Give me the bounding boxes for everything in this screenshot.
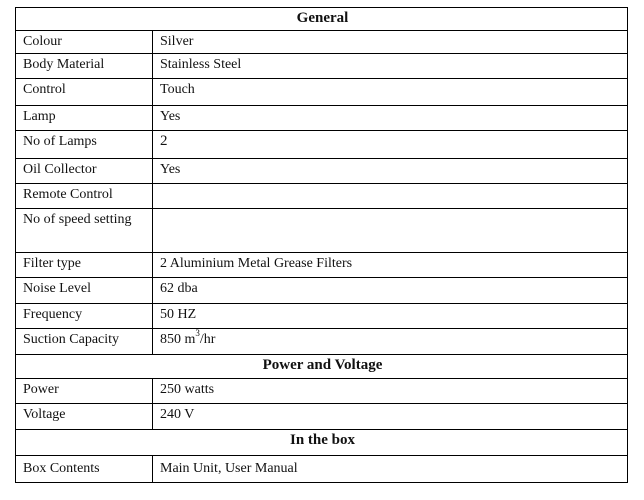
table-row <box>16 159 628 184</box>
table-row <box>16 329 628 355</box>
table-row <box>16 278 628 304</box>
section-title: General <box>16 8 628 31</box>
table-row <box>16 106 628 131</box>
table-row <box>16 184 628 209</box>
row-value <box>153 209 628 253</box>
row-label: Voltage <box>16 404 153 430</box>
row-label: Remote Control <box>16 184 153 209</box>
row-label: Colour <box>16 31 153 54</box>
table-row <box>16 31 628 54</box>
row-label: Frequency <box>16 304 153 329</box>
table-row <box>16 404 628 430</box>
table-row <box>16 79 628 106</box>
suction-exponent: 3 <box>195 328 200 339</box>
row-value: Main Unit, User Manual <box>153 456 628 483</box>
suction-unit: /hr <box>199 332 216 347</box>
table-row <box>16 456 628 483</box>
table-row <box>16 379 628 404</box>
section-header-power <box>16 355 628 379</box>
row-label: Filter type <box>16 253 153 278</box>
row-value: Yes <box>153 159 628 184</box>
table-row <box>16 131 628 159</box>
section-title: Power and Voltage <box>16 355 628 379</box>
section-header-box <box>16 430 628 456</box>
table-row <box>16 304 628 329</box>
row-value: Silver <box>153 31 628 54</box>
row-label: Lamp <box>16 106 153 131</box>
row-value: Stainless Steel <box>153 54 628 79</box>
row-value: 2 <box>153 131 628 159</box>
row-label: Noise Level <box>16 278 153 304</box>
section-title: In the box <box>16 430 628 456</box>
row-label: Box Contents <box>16 456 153 483</box>
row-label: Suction Capacity <box>16 329 153 355</box>
row-label: Body Material <box>16 54 153 79</box>
specification-table <box>15 7 628 483</box>
row-value: 62 dba <box>153 278 628 304</box>
row-label: Power <box>16 379 153 404</box>
row-value: 50 HZ <box>153 304 628 329</box>
row-value: 240 V <box>153 404 628 430</box>
row-value: 250 watts <box>153 379 628 404</box>
row-value: Yes <box>153 106 628 131</box>
row-label: No of Lamps <box>16 131 153 159</box>
row-label: Control <box>16 79 153 106</box>
row-value <box>153 184 628 209</box>
row-value: 2 Aluminium Metal Grease Filters <box>153 253 628 278</box>
row-label: No of speed setting <box>16 209 153 253</box>
table-row <box>16 54 628 79</box>
row-value <box>153 329 628 355</box>
row-value: Touch <box>153 79 628 106</box>
section-header-general <box>16 8 628 31</box>
row-label: Oil Collector <box>16 159 153 184</box>
table-row <box>16 209 628 253</box>
table-row <box>16 253 628 278</box>
suction-value: 850 m <box>160 332 196 347</box>
